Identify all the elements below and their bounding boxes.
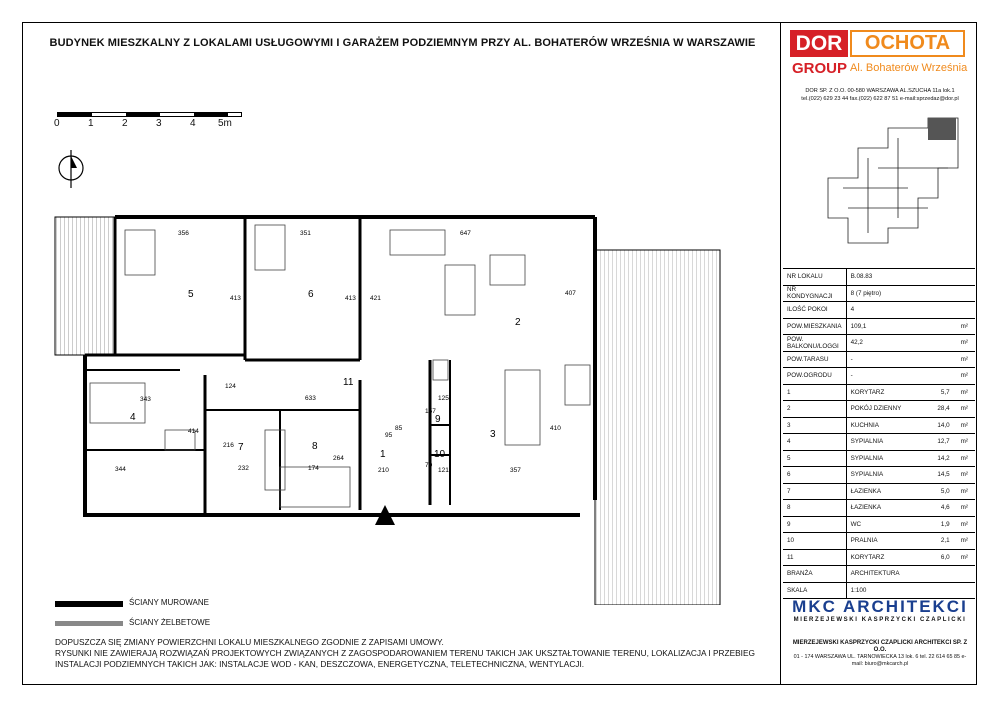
room-area: 5,7 — [921, 384, 954, 401]
scale-label-4: 4 — [190, 118, 196, 129]
dim: 85 — [395, 425, 403, 432]
info-unit — [954, 269, 975, 286]
room-label-3: 3 — [490, 429, 496, 440]
room-label-10: 10 — [434, 449, 446, 460]
info-value: 8 (7 piętro) — [846, 285, 954, 302]
info-label: POW.TARASU — [783, 351, 846, 368]
sheet-title: BUDYNEK MIESZKALNY Z LOKALAMI USŁUGOWYMI I GARAŻEM PODZIEMNYM PRZY AL. BOHATERÓW WRZEŚNIA W WARSZAWIE — [49, 37, 756, 49]
room-name: SYPIALNIA — [846, 434, 921, 451]
info-value: 1:100 — [846, 582, 975, 599]
room-area: 14,5 — [921, 467, 954, 484]
room-label-2: 2 — [515, 317, 521, 328]
info-row — [783, 566, 975, 583]
room-unit: m² — [954, 549, 975, 566]
dim: 210 — [378, 467, 389, 474]
info-unit: m² — [954, 318, 975, 335]
room-row — [783, 533, 975, 550]
logo-street: Al. Bohaterów Września — [850, 62, 968, 74]
note-line: RYSUNKI NIE ZAWIERAJĄ ROZWIĄZAŃ PROJEKTOWYCH ZWIĄZANYCH Z ZAGOSPODAROWANIEM TERENU TAKICH JAK UKSZTAŁTOWANIE TERENU, LOKALIZACJA I PRZEBIEG — [55, 648, 755, 658]
info-unit — [954, 302, 975, 319]
room-area: 5,0 — [921, 483, 954, 500]
info-row — [783, 351, 975, 368]
room-row — [783, 417, 975, 434]
note-line: INSTALACJI PODZIEMNYCH TAKICH JAK: INSTALACJE WOD - KAN, DESZCZOWA, ENERGETYCZNA, TELETECHNICZNA, WENTYLACJI. — [55, 659, 585, 669]
info-row — [783, 302, 975, 319]
room-name: ŁAZIENKA — [846, 483, 921, 500]
dim: 633 — [305, 395, 316, 402]
room-area: 12,7 — [921, 434, 954, 451]
dining-table — [490, 255, 525, 285]
dim: 647 — [460, 230, 471, 237]
balcony-west — [55, 217, 115, 355]
info-unit: m² — [954, 335, 975, 352]
info-value: - — [846, 368, 954, 385]
dim: 410 — [550, 425, 561, 432]
room-name: ŁAZIENKA — [846, 500, 921, 517]
room-name: SYPIALNIA — [846, 467, 921, 484]
room-label-5: 5 — [188, 289, 194, 300]
room-name: KORYTARZ — [846, 384, 921, 401]
info-row — [783, 368, 975, 385]
room-row — [783, 467, 975, 484]
north-arrow-icon — [56, 148, 86, 190]
info-row — [783, 335, 975, 352]
room-name: KUCHNIA — [846, 417, 921, 434]
room-unit: m² — [954, 417, 975, 434]
bathtub — [265, 430, 285, 490]
dim: 121 — [438, 467, 449, 474]
room-unit: m² — [954, 450, 975, 467]
info-unit: m² — [954, 368, 975, 385]
info-label: NR KONDYGNACJI — [783, 285, 846, 302]
room-area: 1,9 — [921, 516, 954, 533]
dim: 157 — [425, 408, 436, 415]
info-row — [783, 318, 975, 335]
dim: 413 — [230, 295, 241, 302]
room-row — [783, 401, 975, 418]
dim: 421 — [370, 295, 381, 302]
dim: 351 — [300, 230, 311, 237]
sofa — [390, 230, 445, 255]
info-value: - — [846, 351, 954, 368]
dim: 124 — [225, 383, 236, 390]
panel-divider — [780, 22, 781, 685]
bathtub-2 — [280, 467, 350, 507]
room-nr: 10 — [783, 533, 846, 550]
apartment-info-table — [783, 268, 975, 599]
info-label: SKALA — [783, 582, 846, 599]
room-name: WC — [846, 516, 921, 533]
floor-plan — [40, 205, 730, 605]
room-unit: m² — [954, 434, 975, 451]
room-label-6: 6 — [308, 289, 314, 300]
info-value: 109,1 — [846, 318, 954, 335]
developer-contact — [790, 87, 970, 103]
dim: 95 — [385, 432, 393, 439]
notes — [55, 637, 765, 670]
info-unit: m² — [954, 351, 975, 368]
logo-ochota: OCHOTA — [850, 30, 965, 57]
info-row — [783, 285, 975, 302]
scale-label-1: 1 — [88, 118, 94, 129]
logo-dor: DOR — [790, 30, 848, 57]
room-unit: m² — [954, 516, 975, 533]
dim: 407 — [565, 290, 576, 297]
info-label: ILOŚĆ POKOI — [783, 302, 846, 319]
room-nr: 1 — [783, 384, 846, 401]
contact-line: DOR SP. Z O.O. 00-580 WARSZAWA AL.SZUCHA 11a lok.1 — [805, 88, 955, 94]
dim: 357 — [510, 467, 521, 474]
info-unit — [954, 285, 975, 302]
room-name: SYPIALNIA — [846, 450, 921, 467]
architect-firm-name: MIERZEJEWSKI KASPRZYCKI CZAPLICKI ARCHITEKCI SP. Z O.O. — [792, 640, 968, 653]
room-nr: 3 — [783, 417, 846, 434]
room-row — [783, 549, 975, 566]
note-line: DOPUSZCZA SIĘ ZMIANY POWIERZCHNI LOKALU MIESZKALNEGO ZGODNIE Z ZAPISAMI UMOWY. — [55, 637, 444, 647]
architect-firm-address: 01 - 174 WARSZAWA UL. TARNOWIECKA 13 lok. 6 tel. 22 614 65 85 e-mail: biuro@mkcarch.pl — [793, 654, 967, 667]
info-label: NR LOKALU — [783, 269, 846, 286]
bed-room-5 — [125, 230, 155, 275]
room-unit: m² — [954, 533, 975, 550]
room-label-4: 4 — [130, 412, 136, 423]
room-label-8: 8 — [312, 441, 318, 452]
info-label: POW.MIESZKANIA — [783, 318, 846, 335]
balcony-east — [595, 250, 720, 605]
room-unit: m² — [954, 401, 975, 418]
info-label: POW.OGRODU — [783, 368, 846, 385]
key-plan — [788, 108, 973, 258]
dim: 343 — [140, 396, 151, 403]
architect-firm — [790, 640, 970, 668]
room-name: KORYTARZ — [846, 549, 921, 566]
cooktop — [565, 365, 590, 405]
room-row — [783, 450, 975, 467]
room-nr: 5 — [783, 450, 846, 467]
dim: 264 — [333, 455, 344, 462]
legend-masonry: ŚCIANY MUROWANE — [129, 598, 210, 607]
contact-line: tel.(022) 629 23 44 fax.(022) 622 87 51 e-mail:sprzedaz@dor.pl — [801, 96, 959, 102]
room-name: PRALNIA — [846, 533, 921, 550]
room-label-1: 1 — [380, 449, 386, 460]
scale-bar-graphic — [57, 112, 242, 117]
room-unit: m² — [954, 500, 975, 517]
room-label-11: 11 — [343, 377, 354, 388]
masonry-swatch — [55, 601, 123, 607]
room-row — [783, 384, 975, 401]
room-nr: 11 — [783, 549, 846, 566]
key-plan-highlight — [928, 118, 956, 140]
room-row — [783, 434, 975, 451]
room-nr: 8 — [783, 500, 846, 517]
scale-label-0: 0 — [54, 118, 60, 129]
room-row — [783, 483, 975, 500]
room-name: POKÓJ DZIENNY — [846, 401, 921, 418]
room-label-9: 9 — [435, 414, 441, 425]
room-area: 14,2 — [921, 450, 954, 467]
room-nr: 4 — [783, 434, 846, 451]
sofa-side — [445, 265, 475, 315]
room-area: 2,1 — [921, 533, 954, 550]
info-value: 4 — [846, 302, 954, 319]
scale-label-2: 2 — [122, 118, 128, 129]
scale-bar — [52, 100, 242, 132]
room-area: 28,4 — [921, 401, 954, 418]
dim: 232 — [238, 465, 249, 472]
info-value: 42,2 — [846, 335, 954, 352]
dim: 414 — [188, 428, 199, 435]
info-label: POW. BALKONU/LOGGI — [783, 335, 846, 352]
room-area: 14,0 — [921, 417, 954, 434]
room-unit: m² — [954, 467, 975, 484]
info-value: ARCHITEKTURA — [846, 566, 975, 583]
room-unit: m² — [954, 483, 975, 500]
dim: 356 — [178, 230, 189, 237]
scale-label-3: 3 — [156, 118, 162, 129]
legend-concrete: ŚCIANY ŻELBETOWE — [129, 618, 211, 627]
dim: 70 — [425, 462, 433, 469]
room-row — [783, 500, 975, 517]
room-nr: 7 — [783, 483, 846, 500]
architect-logo-big: MKC ARCHITEKCI — [792, 597, 968, 616]
dim: 174 — [308, 465, 319, 472]
developer-logo — [790, 30, 970, 80]
room-row — [783, 516, 975, 533]
scale-label-5: 5m — [218, 118, 232, 129]
dim: 344 — [115, 466, 126, 473]
room-nr: 9 — [783, 516, 846, 533]
architect-logo-small: MIERZEJEWSKI KASPRZYCKI CZAPLICKI — [793, 617, 967, 623]
dim: 413 — [345, 295, 356, 302]
logo-group: GROUP — [792, 60, 848, 77]
room-nr: 2 — [783, 401, 846, 418]
bed-room-4 — [90, 383, 145, 423]
room-label-7: 7 — [238, 442, 244, 453]
info-value: B.08.83 — [846, 269, 954, 286]
concrete-swatch — [55, 621, 123, 626]
room-nr: 6 — [783, 467, 846, 484]
room-area: 4,6 — [921, 500, 954, 517]
room-unit: m² — [954, 384, 975, 401]
boiler — [433, 360, 448, 380]
kitchen-island — [505, 370, 540, 445]
info-row — [783, 269, 975, 286]
dim: 216 — [223, 442, 234, 449]
room-area: 6,0 — [921, 549, 954, 566]
dim: 125 — [438, 395, 449, 402]
info-label: BRANŻA — [783, 566, 846, 583]
architect-logo — [790, 597, 970, 623]
bed-room-6 — [255, 225, 285, 270]
